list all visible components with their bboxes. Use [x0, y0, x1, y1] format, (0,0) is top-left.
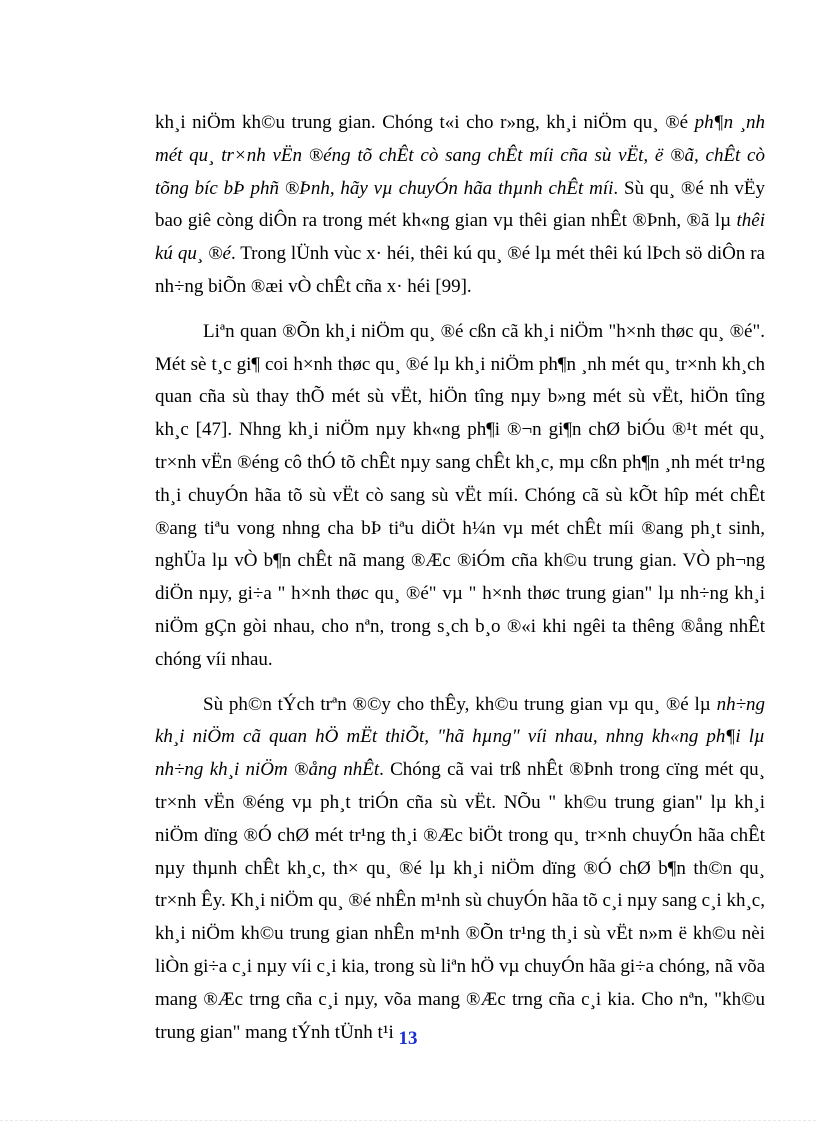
- page-bottom-divider: [0, 1120, 816, 1122]
- page-number: 13: [398, 1028, 418, 1049]
- paragraph-2: Liªn quan ®Õn kh¸i niÖm qu¸ ®é cßn cã kh¸i niÖm "h×nh thøc qu¸ ®é". Mét sè t¸c gi¶ coi h×nh thøc qu¸ ®é lµ kh¸i niÖm ph¶n ¸nh mét qu¸ tr×nh kh¸ch quan cña sù thay thÕ mét sù vËt, hiÖn tîng nµy b»ng mét sù vËt, hiÖn tîng kh¸c [47]. Nhng kh¸i niÖm nµy kh«ng ph¶i ®¬n gi¶n chØ biÓu ®¹t mét qu¸ tr×nh vËn ®éng cô thÓ tõ chÊt nµy sang chÊt kh¸c, mµ cßn ph¶n ¸nh mét tr¹ng th¸i chuyÓn hãa tõ sù vËt cò sang sù vËt míi. Chóng cã sù kÕt hîp mét chÊt ®ang tiªu vong nhng cha bÞ tiªu diÖt h¼n vµ mét chÊt míi ®ang ph¸t sinh, nghÜa lµ vÒ b¶n chÊt nã mang ®Æc ®iÓm cña kh©u trung gian. VÒ ph¬ng diÖn nµy, gi÷a " h×nh thøc qu¸ ®é" vµ " h×nh thøc trung gian" lµ nh÷ng kh¸i niÖm gÇn gòi nhau, cho nªn, trong s¸ch b¸o ®«i khi ngêi ta thêng ®ång nhÊt chóng víi nhau.: [155, 320, 765, 670]
- paragraph-1: kh¸i niÖm kh©u trung gian. Chóng t«i cho r»ng, kh¸i niÖm qu¸ ®é ph¶n ¸nh mét qu¸ tr×nh vËn ®éng tõ chÊt cò sang chÊt míi cña sù vËt, ë ®ã, chÊt cò tõng bíc bÞ phñ ®Þnh, hãy vµ chuyÓn hãa thµnh chÊt míi. Sù qu¸ ®é nh vËy bao giê còng diÔn ra trong mét kh«ng gian vµ thêi gian nhÊt ®Þnh, ®ã lµ thêi kú qu¸ ®é. Trong lÜnh vùc x· héi, thêi kú qu¸ ®é lµ mét thêi kú lÞch sö diÔn ra nh÷ng biÕn ®æi vÒ chÊt cña x· héi [99].: [155, 112, 765, 297]
- paragraph-3: Sù ph©n tÝch trªn ®©y cho thÊy, kh©u trung gian vµ qu¸ ®é lµ nh÷ng kh¸i niÖm cã quan hÖ mËt thiÕt, "hã hµng" víi nhau, nhng kh«ng ph¶i lµ nh÷ng kh¸i niÖm ®ång nhÊt. Chóng cã vai trß nhÊt ®Þnh trong cïng mét qu¸ tr×nh vËn ®éng vµ ph¸t triÓn cña sù vËt. NÕu " kh©u trung gian" lµ kh¸i niÖm dïng ®Ó chØ mét tr¹ng th¸i ®Æc biÖt trong qu¸ tr×nh chuyÓn hãa chÊt nµy thµnh chÊt kh¸c, th× qu¸ ®é lµ kh¸i niÖm dïng ®Ó chØ b¶n th©n qu¸ tr×nh Êy. Kh¸i niÖm qu¸ ®é nhÊn m¹nh sù chuyÓn hãa tõ c¸i nµy sang c¸i kh¸c, kh¸i niÖm kh©u trung gian nhÊn m¹nh ®Õn tr¹ng th¸i sù vËt n»m ë kh©u nèi liÒn gi÷a c¸i nµy víi c¸i kia, trong sù liªn hÖ vµ chuyÓn hãa gi÷a chóng, nã võa mang ®Æc trng cña c¸i nµy, võa mang ®Æc trng cña c¸i kia. Cho nªn, "kh©u trung gian" mang tÝnh tÜnh t¹i: [155, 693, 765, 1043]
- body-text: [155, 107, 765, 1061]
